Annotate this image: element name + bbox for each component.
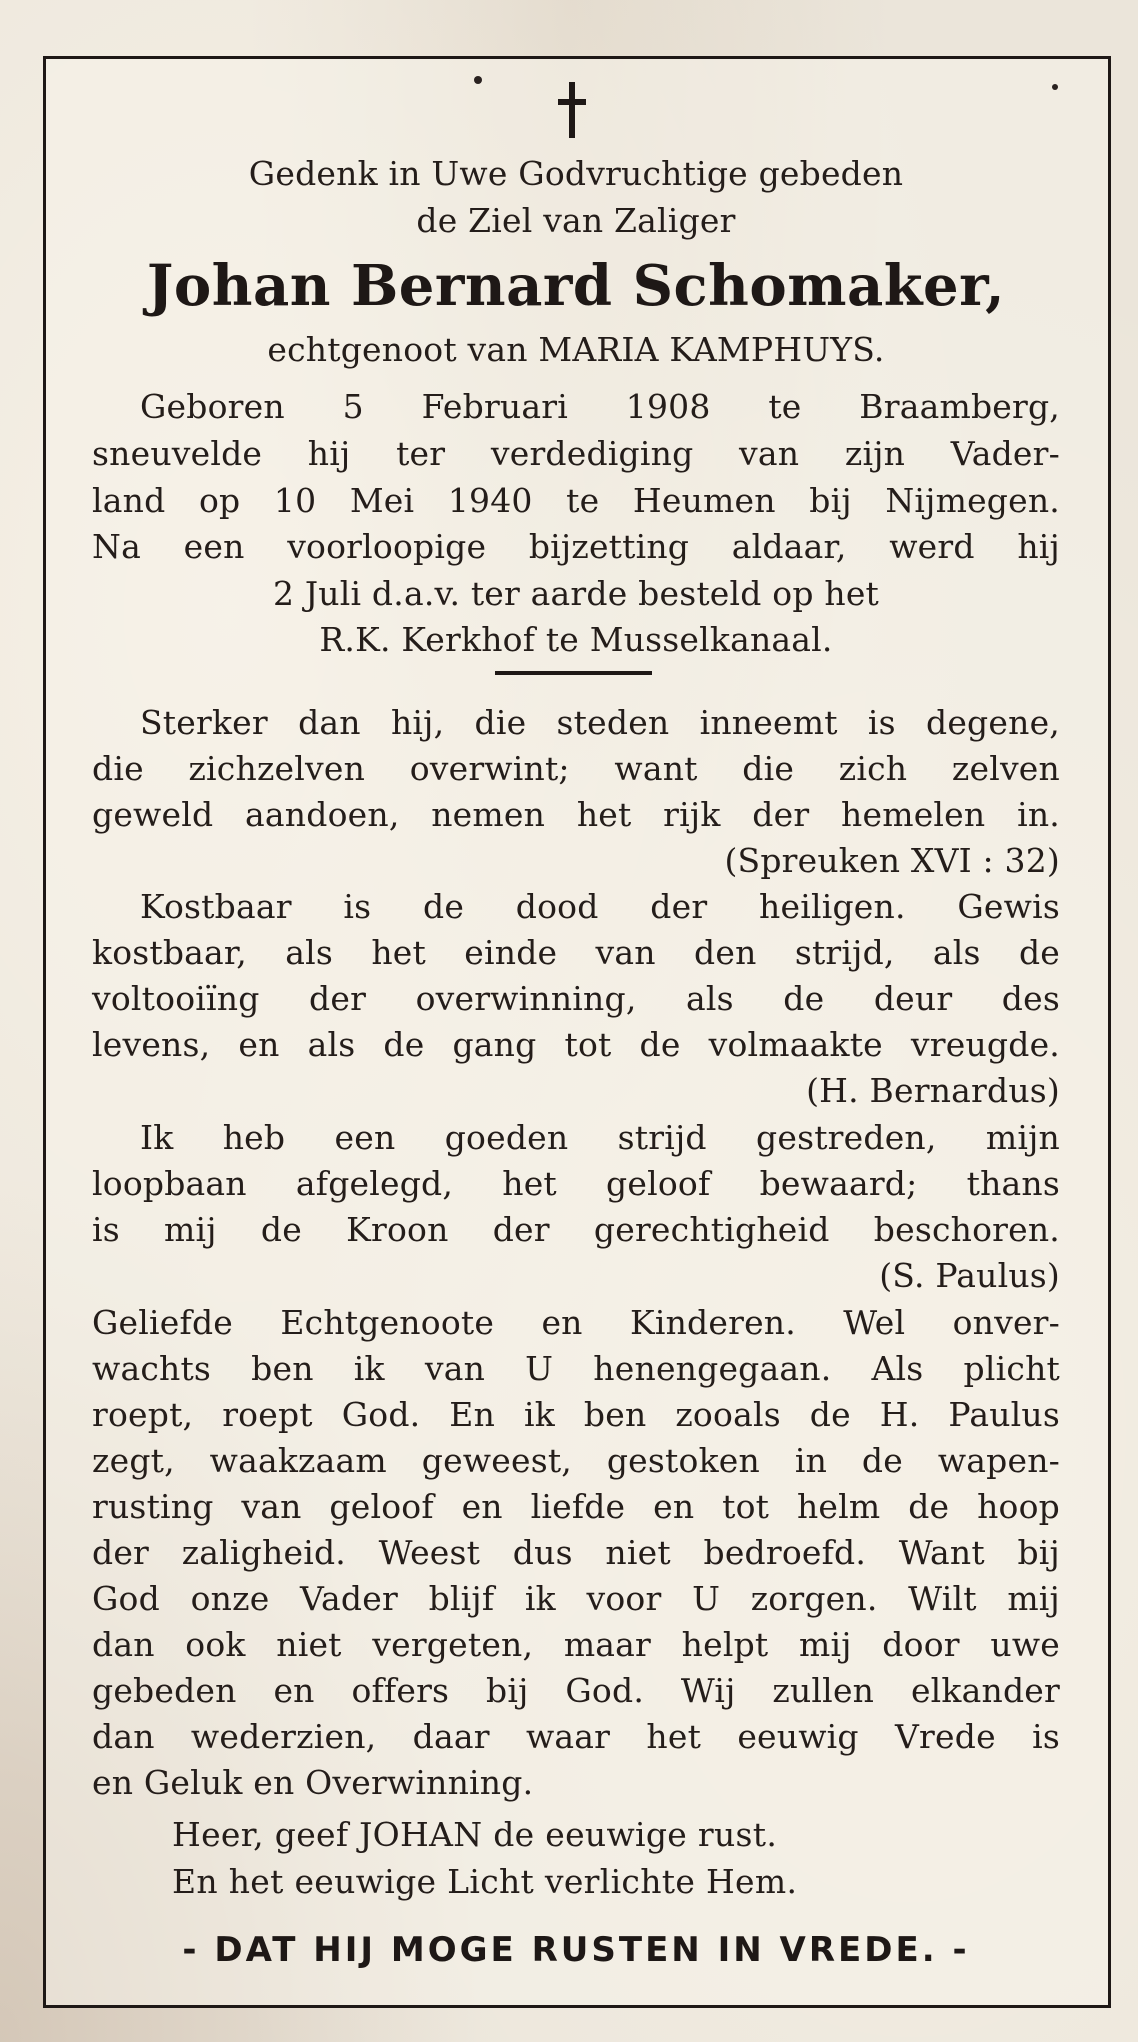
biography-line: 2 Juli d.a.v. ter aarde besteld op het [272,574,880,613]
quote-line: is mij de Kroon der gerechtigheid beschoren. [92,1210,1060,1249]
quote-line: voltooiïng der overwinning, als de deur des [92,979,1060,1018]
quote-source: (Spreuken XVI : 32) [724,841,1060,880]
farewell-line: wachts ben ik van U henengegaan. Als plicht [92,1349,1060,1388]
biography-line: land op 10 Mei 1940 te Heumen bij Nijmegen. [92,481,1060,520]
farewell-line: zegt, waakzaam geweest, gestoken in de wapen- [92,1441,1060,1480]
intro-line: de Ziel van Zaliger [416,201,736,240]
cross-icon [558,82,586,138]
ink-speck [474,76,482,84]
quote-source: (H. Bernardus) [806,1071,1060,1110]
farewell-line: en Geluk en Overwinning. [92,1763,534,1802]
quote-line: kostbaar, als het einde van den strijd, als de [92,933,1060,972]
ink-speck [1052,84,1058,90]
farewell-line: dan ook niet vergeten, maar helpt mij door uwe [92,1625,1060,1664]
quote-line: die zichzelven overwint; want die zich zelven [92,749,1060,788]
quote-line: loopbaan afgelegd, het geloof bewaard; thans [92,1164,1060,1203]
closing-line: - DAT HIJ MOGE RUSTEN IN VREDE. - [182,1930,970,1970]
farewell-line: der zaligheid. Weest dus niet bedroefd. Want bij [92,1533,1060,1572]
quote-source: (S. Paulus) [879,1256,1060,1295]
quote-line: geweld aandoen, nemen het rijk der hemelen in. [92,795,1060,834]
prayer-line: En het eeuwige Licht verlichte Hem. [172,1862,798,1901]
biography-line: Na een voorloopige bijzetting aldaar, werd hij [92,527,1060,566]
quote-line: Ik heb een goeden strijd gestreden, mijn [140,1118,1060,1157]
biography-line: Geboren 5 Februari 1908 te Braamberg, [140,387,1060,426]
farewell-line: rusting van geloof en liefde en tot helm de hoop [92,1487,1060,1526]
quote-line: Kostbaar is de dood der heiligen. Gewis [140,887,1060,926]
section-divider [495,671,652,675]
farewell-line: dan wederzien, daar waar het eeuwig Vrede is [92,1717,1060,1756]
prayer-line: Heer, geef JOHAN de eeuwige rust. [172,1815,778,1854]
spouse-line: echtgenoot van MARIA KAMPHUYS. [267,330,885,369]
farewell-line: roept, roept God. En ik ben zooals de H. Paulus [92,1395,1060,1434]
biography-line: R.K. Kerkhof te Musselkanaal. [319,620,833,659]
farewell-line: God onze Vader blijf ik voor U zorgen. Wilt mij [92,1579,1060,1618]
quote-line: levens, en als de gang tot de volmaakte vreugde. [92,1025,1060,1064]
intro-line: Gedenk in Uwe Godvruchtige gebeden [248,154,904,193]
quote-line: Sterker dan hij, die steden inneemt is degene, [140,703,1060,742]
farewell-line: Geliefde Echtgenoote en Kinderen. Wel onver- [92,1303,1060,1342]
farewell-line: gebeden en offers bij God. Wij zullen elkander [92,1671,1060,1710]
biography-line: sneuvelde hij ter verdediging van zijn Vader- [92,434,1060,473]
deceased-name: Johan Bernard Schomaker, [146,253,1006,319]
